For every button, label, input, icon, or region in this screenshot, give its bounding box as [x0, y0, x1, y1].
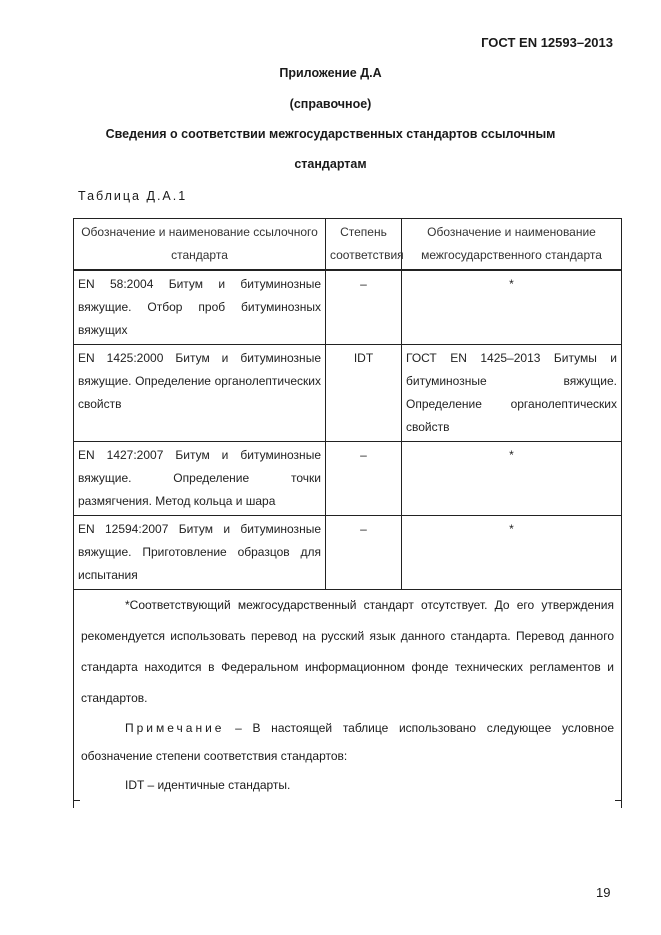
correspondence-table	[73, 218, 622, 808]
reference-standard-cell: EN 1425:2000 Битум и битуминозные вяжущие. Определение органолептических свойств	[74, 345, 326, 442]
gost-standard-cell: *	[402, 442, 622, 516]
table-row	[74, 270, 622, 345]
table-caption: Таблица Д.А.1	[78, 189, 188, 203]
document-code: ГОСТ EN 12593–2013	[481, 35, 613, 50]
table-row	[74, 516, 622, 590]
note-text: – В настоящей таблице использовано следующее условное обозначение степени соответствия стандартов:	[81, 721, 614, 763]
idt-definition: IDT – идентичные стандарты.	[125, 778, 291, 792]
appendix-heading-line2: стандартам	[294, 157, 367, 171]
footnote-text: *Соответствующий межгосударственный стандарт отсутствует. До его утверждения рекомендуется использовать перевод на русский язык данного стандарта. Перевод данного стандарта находится в Федеральном информационном фонде технических регламентов и стандартов.	[81, 598, 614, 705]
table-header-row	[74, 219, 622, 271]
column-header-gost: Обозначение и наименование межгосударственного стандарта	[402, 219, 622, 271]
note-label: Примечание	[125, 721, 225, 735]
reference-standard-cell: EN 12594:2007 Битум и битуминозные вяжущие. Приготовление образцов для испытания	[74, 516, 326, 590]
gost-standard-cell: *	[402, 516, 622, 590]
page-number: 19	[596, 885, 611, 900]
appendix-heading-line1: Сведения о соответствии межгосударственных стандартов ссылочным	[105, 127, 556, 141]
reference-standard-cell: EN 1427:2007 Битум и битуминозные вяжущие. Определение точки размягчения. Метод кольца и шара	[74, 442, 326, 516]
note-paragraph	[81, 714, 614, 770]
column-header-degree: Степень соответствия	[326, 219, 402, 271]
degree-cell: IDT	[326, 345, 402, 442]
degree-cell: –	[326, 442, 402, 516]
degree-cell: –	[326, 270, 402, 345]
table-footer-row	[74, 590, 622, 809]
appendix-title: Приложение Д.А	[279, 66, 382, 80]
degree-cell: –	[326, 516, 402, 590]
table-corner-right	[615, 790, 622, 801]
reference-standard-cell: EN 58:2004 Битум и битуминозные вяжущие. Отбор проб битуминозных вяжущих	[74, 270, 326, 345]
gost-standard-cell: ГОСТ EN 1425–2013 Битумы и битуминозные вяжущие. Определение органолептических свойств	[402, 345, 622, 442]
table-corner-left	[73, 790, 80, 801]
column-header-reference: Обозначение и наименование ссылочного стандарта	[74, 219, 326, 271]
gost-standard-cell: *	[402, 270, 622, 345]
table-footnote-cell	[74, 590, 622, 809]
table-row	[74, 442, 622, 516]
table-row	[74, 345, 622, 442]
appendix-kind: (справочное)	[289, 97, 372, 111]
